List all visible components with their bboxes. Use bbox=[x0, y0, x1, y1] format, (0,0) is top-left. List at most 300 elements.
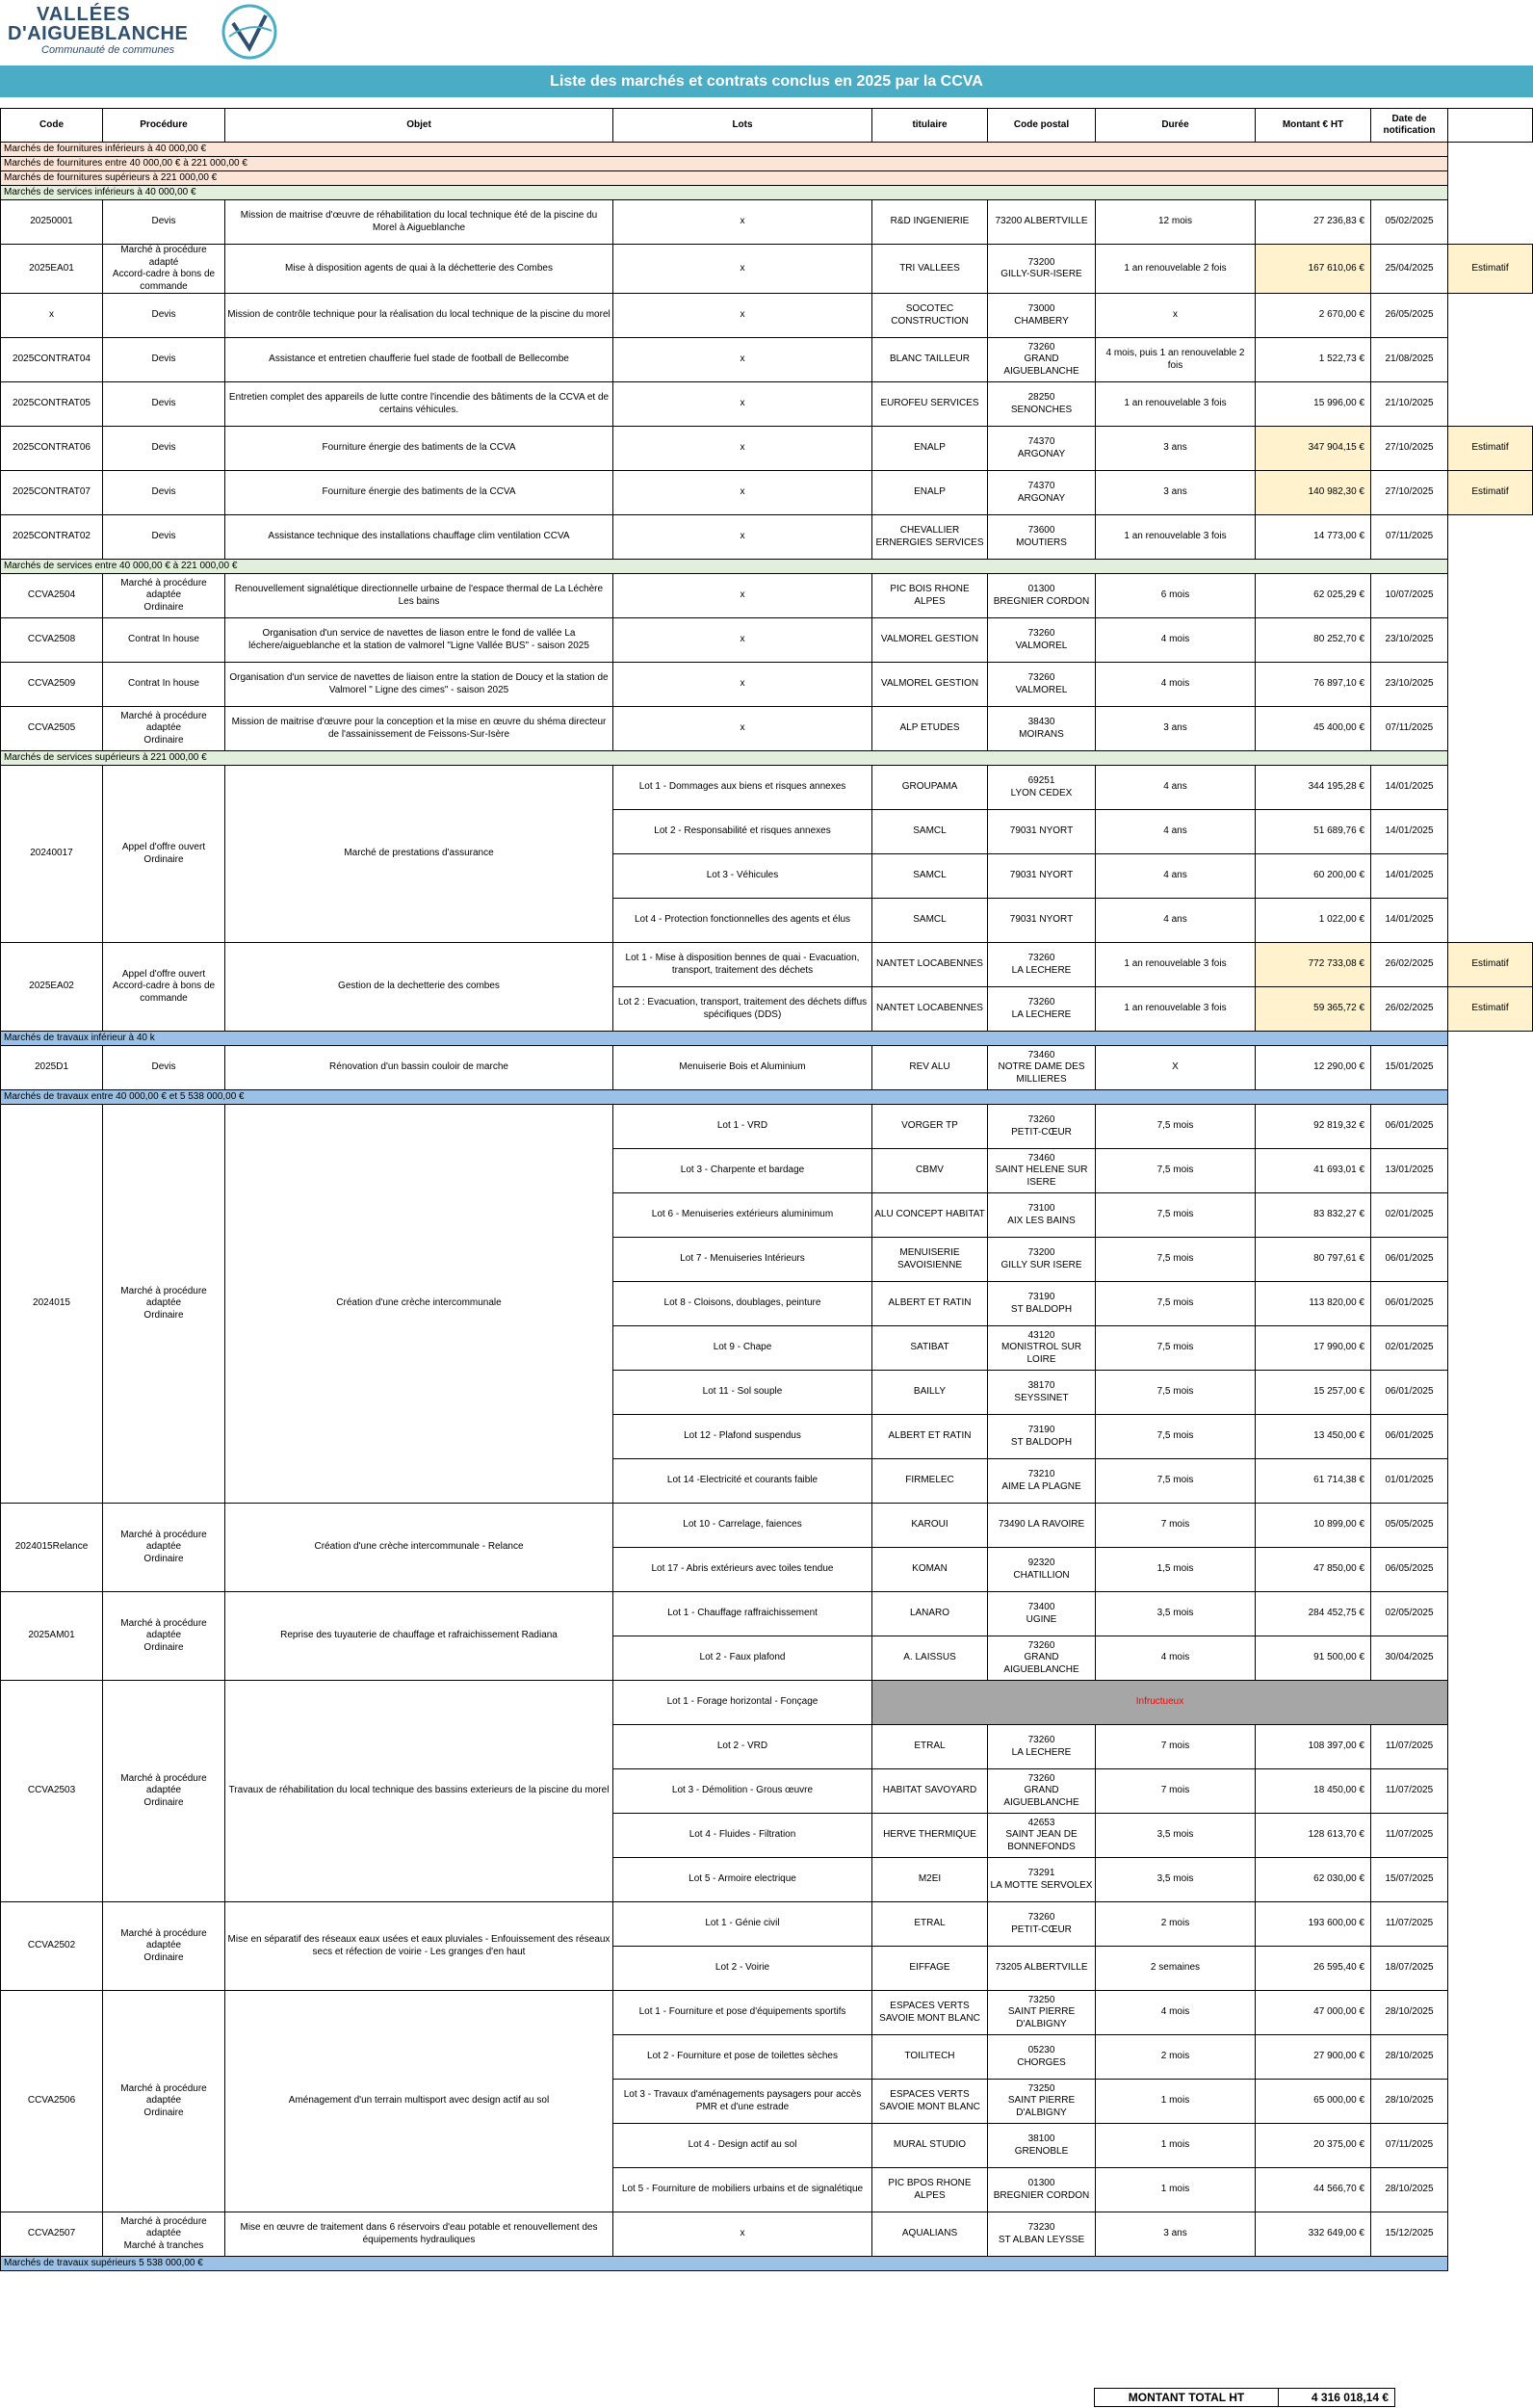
row-duree: 7,5 mois bbox=[1096, 1105, 1256, 1149]
row-montant: 60 200,00 € bbox=[1256, 854, 1371, 899]
row-procedure: Devis bbox=[103, 427, 225, 471]
row-code: CCVA2504 bbox=[1, 574, 103, 618]
row-date: 06/05/2025 bbox=[1371, 1548, 1448, 1592]
row-code: 2025CONTRAT05 bbox=[1, 382, 103, 427]
row-code: 2025CONTRAT06 bbox=[1, 427, 103, 471]
row-lot: Lot 1 - VRD bbox=[613, 1105, 872, 1149]
row-titulaire: A. LAISSUS bbox=[872, 1636, 988, 1681]
table-row bbox=[1, 1681, 1533, 1725]
row-procedure: Devis bbox=[103, 1046, 225, 1090]
row-objet: Mission de maitrise d'œuvre pour la conception et la mise en œuvre du shéma directeur de l'assainissement de Feissons-Sur-Isère bbox=[225, 707, 613, 751]
row-lot: Lot 1 - Chauffage raffraichissement bbox=[613, 1592, 872, 1636]
row-procedure: Marché à procédure adaptée Ordinaire bbox=[103, 1105, 225, 1504]
row-procedure: Devis bbox=[103, 294, 225, 338]
row-note-empty bbox=[1448, 1769, 1533, 1814]
row-code-postal: 73100 AIX LES BAINS bbox=[988, 1193, 1096, 1238]
row-procedure: Appel d'offre ouvert Ordinaire bbox=[103, 766, 225, 943]
row-duree: 2 semaines bbox=[1096, 1947, 1256, 1991]
category-label: Marchés de services entre 40 000,00 € à 221 000,00 € bbox=[1, 560, 1448, 574]
row-titulaire: VORGER TP bbox=[872, 1105, 988, 1149]
row-date: 06/01/2025 bbox=[1371, 1282, 1448, 1326]
row-date: 15/12/2025 bbox=[1371, 2212, 1448, 2257]
row-procedure: Devis bbox=[103, 338, 225, 382]
table-row bbox=[1, 574, 1533, 618]
row-code-postal: 73460 NOTRE DAME DES MILLIERES bbox=[988, 1046, 1096, 1090]
row-titulaire: TRI VALLEES bbox=[872, 245, 988, 294]
category-row bbox=[1, 143, 1533, 157]
row-note-empty bbox=[1448, 1149, 1533, 1193]
row-titulaire: SAMCL bbox=[872, 810, 988, 854]
row-date: 23/10/2025 bbox=[1371, 618, 1448, 663]
row-lot: Lot 6 - Menuiseries extérieurs aluminimum bbox=[613, 1193, 872, 1238]
category-label: Marchés de travaux inférieur à 40 k bbox=[1, 1032, 1448, 1046]
row-code: CCVA2502 bbox=[1, 1902, 103, 1991]
row-note: Estimatif bbox=[1448, 987, 1533, 1032]
row-code-postal: 73260 GRAND AIGUEBLANCHE bbox=[988, 338, 1096, 382]
row-montant: 41 693,01 € bbox=[1256, 1149, 1371, 1193]
row-lot: Lot 11 - Sol souple bbox=[613, 1371, 872, 1415]
row-date: 01/01/2025 bbox=[1371, 1459, 1448, 1504]
row-date: 14/01/2025 bbox=[1371, 899, 1448, 943]
col-header-date: Date de notification bbox=[1371, 109, 1448, 143]
row-montant: 193 600,00 € bbox=[1256, 1902, 1371, 1947]
total-label: MONTANT TOTAL HT bbox=[1095, 2389, 1279, 2407]
row-titulaire: LANARO bbox=[872, 1592, 988, 1636]
row-objet: Gestion de la dechetterie des combes bbox=[225, 943, 613, 1032]
logo-line2: D'AIGUEBLANCHE bbox=[8, 23, 189, 44]
row-procedure: Marché à procédure adaptée Ordinaire bbox=[103, 1902, 225, 1991]
row-duree: 4 ans bbox=[1096, 766, 1256, 810]
row-date: 13/01/2025 bbox=[1371, 1149, 1448, 1193]
row-montant: 27 900,00 € bbox=[1256, 2035, 1371, 2080]
row-titulaire: AQUALIANS bbox=[872, 2212, 988, 2257]
row-code-postal: 73460 SAINT HELENE SUR ISERE bbox=[988, 1149, 1096, 1193]
category-row bbox=[1, 2257, 1533, 2271]
row-montant: 167 610,06 € bbox=[1256, 245, 1371, 294]
row-titulaire: BLANC TAILLEUR bbox=[872, 338, 988, 382]
row-code: 2025D1 bbox=[1, 1046, 103, 1090]
row-duree: 3 ans bbox=[1096, 471, 1256, 515]
logo-emblem-icon bbox=[220, 2, 279, 62]
row-lot: Lot 8 - Cloisons, doublages, peinture bbox=[613, 1282, 872, 1326]
row-date: 06/01/2025 bbox=[1371, 1238, 1448, 1282]
table-row bbox=[1, 515, 1533, 560]
row-code-postal: 73260 LA LECHERE bbox=[988, 1725, 1096, 1769]
row-objet: Mise en œuvre de traitement dans 6 réservoirs d'eau potable et renouvellement des équipements hydrauliques bbox=[225, 2212, 613, 2257]
row-lot: Lot 2 - Responsabilité et risques annexes bbox=[613, 810, 872, 854]
row-code-postal: 73260 PETIT-CŒUR bbox=[988, 1902, 1096, 1947]
row-date: 23/10/2025 bbox=[1371, 663, 1448, 707]
row-montant: 27 236,83 € bbox=[1256, 200, 1371, 245]
row-note-empty bbox=[1448, 1858, 1533, 1902]
row-montant: 332 649,00 € bbox=[1256, 2212, 1371, 2257]
category-spacer bbox=[1448, 143, 1533, 157]
row-objet: Aménagement d'un terrain multisport avec design actif au sol bbox=[225, 1991, 613, 2212]
row-duree: 7,5 mois bbox=[1096, 1282, 1256, 1326]
row-titulaire: ETRAL bbox=[872, 1725, 988, 1769]
row-note-empty bbox=[1448, 1326, 1533, 1371]
row-date: 07/11/2025 bbox=[1371, 707, 1448, 751]
col-header-duree: Durée bbox=[1096, 109, 1256, 143]
row-note-empty bbox=[1448, 1238, 1533, 1282]
table-row bbox=[1, 1592, 1533, 1636]
row-date: 26/02/2025 bbox=[1371, 987, 1448, 1032]
row-date: 14/01/2025 bbox=[1371, 854, 1448, 899]
row-montant: 80 797,61 € bbox=[1256, 1238, 1371, 1282]
header bbox=[0, 0, 1533, 62]
table-row bbox=[1, 471, 1533, 515]
row-montant: 62 025,29 € bbox=[1256, 574, 1371, 618]
row-lot: Lot 12 - Plafond suspendus bbox=[613, 1415, 872, 1459]
row-date: 06/01/2025 bbox=[1371, 1415, 1448, 1459]
row-montant: 80 252,70 € bbox=[1256, 618, 1371, 663]
row-duree: 4 mois, puis 1 an renouvelable 2 fois bbox=[1096, 338, 1256, 382]
row-montant: 284 452,75 € bbox=[1256, 1592, 1371, 1636]
row-duree: x bbox=[1096, 294, 1256, 338]
row-titulaire: ALU CONCEPT HABITAT bbox=[872, 1193, 988, 1238]
row-lot: x bbox=[613, 2212, 872, 2257]
row-procedure: Marché à procédure adaptée Ordinaire bbox=[103, 574, 225, 618]
category-spacer bbox=[1448, 1090, 1533, 1105]
row-montant: 76 897,10 € bbox=[1256, 663, 1371, 707]
category-label: Marchés de fournitures inférieurs à 40 000,00 € bbox=[1, 143, 1448, 157]
row-titulaire: ESPACES VERTS SAVOIE MONT BLANC bbox=[872, 1991, 988, 2035]
row-code-postal: 73200 GILLY SUR ISERE bbox=[988, 1238, 1096, 1282]
row-lot: x bbox=[613, 515, 872, 560]
row-code-postal: 73400 UGINE bbox=[988, 1592, 1096, 1636]
row-note-empty bbox=[1448, 707, 1533, 751]
row-date: 18/07/2025 bbox=[1371, 1947, 1448, 1991]
row-note-empty bbox=[1448, 810, 1533, 854]
row-titulaire: ALBERT ET RATIN bbox=[872, 1282, 988, 1326]
row-duree: 4 ans bbox=[1096, 810, 1256, 854]
row-code-postal: 92320 CHATILLION bbox=[988, 1548, 1096, 1592]
row-titulaire: ENALP bbox=[872, 471, 988, 515]
row-montant: 47 000,00 € bbox=[1256, 1991, 1371, 2035]
row-lot: Lot 1 - Fourniture et pose d'équipements sportifs bbox=[613, 1991, 872, 2035]
row-code-postal: 79031 NYORT bbox=[988, 899, 1096, 943]
row-duree: 7,5 mois bbox=[1096, 1415, 1256, 1459]
row-duree: 1 an renouvelable 2 fois bbox=[1096, 245, 1256, 294]
col-header-code-postal: Code postal bbox=[988, 109, 1096, 143]
row-objet: Organisation d'un service de navettes de liason entre le fond de vallée La léchere/aigueblanche et la station de valmorel "Ligne Vallée BUS" - saison 2025 bbox=[225, 618, 613, 663]
row-note-empty bbox=[1448, 1193, 1533, 1238]
row-date: 11/07/2025 bbox=[1371, 1725, 1448, 1769]
row-note-empty bbox=[1448, 200, 1533, 245]
row-titulaire: NANTET LOCABENNES bbox=[872, 987, 988, 1032]
row-note-empty bbox=[1448, 2212, 1533, 2257]
row-procedure: Marché à procédure adaptée Ordinaire bbox=[103, 1592, 225, 1681]
row-duree: 7,5 mois bbox=[1096, 1371, 1256, 1415]
row-lot: x bbox=[613, 382, 872, 427]
row-lot: Lot 5 - Armoire electrique bbox=[613, 1858, 872, 1902]
row-code: 2025EA01 bbox=[1, 245, 103, 294]
row-code-postal: 73250 SAINT PIERRE D'ALBIGNY bbox=[988, 1991, 1096, 2035]
row-duree: 7,5 mois bbox=[1096, 1238, 1256, 1282]
row-montant: 45 400,00 € bbox=[1256, 707, 1371, 751]
row-date: 30/04/2025 bbox=[1371, 1636, 1448, 1681]
category-spacer bbox=[1448, 751, 1533, 766]
table-header-row bbox=[1, 109, 1533, 143]
row-montant: 140 982,30 € bbox=[1256, 471, 1371, 515]
row-montant: 15 257,00 € bbox=[1256, 1371, 1371, 1415]
row-note-empty bbox=[1448, 854, 1533, 899]
row-lot: x bbox=[613, 200, 872, 245]
row-lot: Lot 3 - Charpente et bardage bbox=[613, 1149, 872, 1193]
row-duree: 4 mois bbox=[1096, 1991, 1256, 2035]
row-note-empty bbox=[1448, 1814, 1533, 1858]
row-duree: 3 ans bbox=[1096, 707, 1256, 751]
row-titulaire: ALBERT ET RATIN bbox=[872, 1415, 988, 1459]
row-lot: Lot 5 - Fourniture de mobiliers urbains et de signalétique bbox=[613, 2168, 872, 2212]
row-objet: Travaux de réhabilitation du local technique des bassins exterieurs de la piscine du morel bbox=[225, 1681, 613, 1902]
row-date: 27/10/2025 bbox=[1371, 471, 1448, 515]
row-montant: 65 000,00 € bbox=[1256, 2080, 1371, 2124]
row-note-empty bbox=[1448, 1902, 1533, 1947]
row-procedure: Devis bbox=[103, 515, 225, 560]
row-duree: 7 mois bbox=[1096, 1769, 1256, 1814]
row-duree: 4 ans bbox=[1096, 854, 1256, 899]
table-row bbox=[1, 382, 1533, 427]
row-montant: 20 375,00 € bbox=[1256, 2124, 1371, 2168]
row-titulaire: KOMAN bbox=[872, 1548, 988, 1592]
row-date: 15/01/2025 bbox=[1371, 1046, 1448, 1090]
row-code: 2025AM01 bbox=[1, 1592, 103, 1681]
category-row bbox=[1, 1090, 1533, 1105]
row-lot: Lot 3 - Démolition - Grous œuvre bbox=[613, 1769, 872, 1814]
row-objet: Mise en séparatif des réseaux eaux usées et eaux pluviales - Enfouissement des réseaux secs et réfection de voirie - Les granges d'en haut bbox=[225, 1902, 613, 1991]
row-titulaire: PIC BOIS RHONE ALPES bbox=[872, 574, 988, 618]
total-value: 4 316 018,14 € bbox=[1279, 2389, 1395, 2407]
table-row bbox=[1, 2212, 1533, 2257]
row-montant: 128 613,70 € bbox=[1256, 1814, 1371, 1858]
row-objet: Rénovation d'un bassin couloir de marche bbox=[225, 1046, 613, 1090]
row-montant: 91 500,00 € bbox=[1256, 1636, 1371, 1681]
row-lot: Lot 14 -Electricité et courants faible bbox=[613, 1459, 872, 1504]
row-note-empty bbox=[1448, 663, 1533, 707]
row-code-postal: 73600 MOUTIERS bbox=[988, 515, 1096, 560]
row-code-postal: 73190 ST BALDOPH bbox=[988, 1415, 1096, 1459]
row-procedure: Appel d'offre ouvert Accord-cadre à bons de commande bbox=[103, 943, 225, 1032]
col-header-montant: Montant € HT bbox=[1256, 109, 1371, 143]
row-montant: 15 996,00 € bbox=[1256, 382, 1371, 427]
table-row bbox=[1, 618, 1533, 663]
row-lot: x bbox=[613, 707, 872, 751]
row-code-postal: 73205 ALBERTVILLE bbox=[988, 1947, 1096, 1991]
row-lot: Lot 7 - Menuiseries Intérieurs bbox=[613, 1238, 872, 1282]
row-note-empty bbox=[1448, 382, 1533, 427]
row-note-empty bbox=[1448, 1504, 1533, 1548]
row-objet: Fourniture énergie des batiments de la CCVA bbox=[225, 427, 613, 471]
row-procedure: Devis bbox=[103, 200, 225, 245]
row-montant: 92 819,32 € bbox=[1256, 1105, 1371, 1149]
table-row bbox=[1, 245, 1533, 294]
row-titulaire: EUROFEU SERVICES bbox=[872, 382, 988, 427]
row-duree: 3,5 mois bbox=[1096, 1814, 1256, 1858]
row-montant: 62 030,00 € bbox=[1256, 1858, 1371, 1902]
row-note-empty bbox=[1448, 1371, 1533, 1415]
row-titulaire: SAMCL bbox=[872, 899, 988, 943]
row-note-empty bbox=[1448, 574, 1533, 618]
row-titulaire: REV ALU bbox=[872, 1046, 988, 1090]
row-date: 11/07/2025 bbox=[1371, 1902, 1448, 1947]
row-date: 28/10/2025 bbox=[1371, 2080, 1448, 2124]
row-note-empty bbox=[1448, 1046, 1533, 1090]
row-code: 20250001 bbox=[1, 200, 103, 245]
table-row bbox=[1, 1991, 1533, 2035]
row-note: Estimatif bbox=[1448, 245, 1533, 294]
row-montant: 772 733,08 € bbox=[1256, 943, 1371, 987]
category-spacer bbox=[1448, 560, 1533, 574]
row-date: 14/01/2025 bbox=[1371, 766, 1448, 810]
row-titulaire: CHEVALLIER ERNERGIES SERVICES bbox=[872, 515, 988, 560]
row-titulaire: ESPACES VERTS SAVOIE MONT BLANC bbox=[872, 2080, 988, 2124]
row-lot: Lot 17 - Abris extérieurs avec toiles tendue bbox=[613, 1548, 872, 1592]
row-montant: 47 850,00 € bbox=[1256, 1548, 1371, 1592]
row-titulaire: FIRMELEC bbox=[872, 1459, 988, 1504]
row-lot: x bbox=[613, 618, 872, 663]
row-code-postal: 73200 ALBERTVILLE bbox=[988, 200, 1096, 245]
category-spacer bbox=[1448, 157, 1533, 171]
row-duree: 4 mois bbox=[1096, 618, 1256, 663]
row-code-postal: 73260 VALMOREL bbox=[988, 618, 1096, 663]
category-row bbox=[1, 171, 1533, 186]
row-note-empty bbox=[1448, 2035, 1533, 2080]
row-duree: 12 mois bbox=[1096, 200, 1256, 245]
row-code: 2025CONTRAT02 bbox=[1, 515, 103, 560]
row-date: 05/02/2025 bbox=[1371, 200, 1448, 245]
row-note-empty bbox=[1448, 1681, 1533, 1725]
row-procedure: Marché à procédure adaptée Ordinaire bbox=[103, 707, 225, 751]
row-lot: x bbox=[613, 427, 872, 471]
row-titulaire: CBMV bbox=[872, 1149, 988, 1193]
row-code-postal: 73000 CHAMBERY bbox=[988, 294, 1096, 338]
contracts-table bbox=[0, 108, 1533, 2271]
row-objet: Assistance et entretien chaufferie fuel stade de football de Bellecombe bbox=[225, 338, 613, 382]
row-date: 21/08/2025 bbox=[1371, 338, 1448, 382]
row-code-postal: 28250 SENONCHES bbox=[988, 382, 1096, 427]
row-objet: Reprise des tuyauterie de chauffage et rafraichissement Radiana bbox=[225, 1592, 613, 1681]
table-row bbox=[1, 766, 1533, 810]
row-code-postal: 73260 GRAND AIGUEBLANCHE bbox=[988, 1769, 1096, 1814]
row-lot: Lot 3 - Véhicules bbox=[613, 854, 872, 899]
row-montant: 14 773,00 € bbox=[1256, 515, 1371, 560]
row-titulaire: VALMOREL GESTION bbox=[872, 663, 988, 707]
row-duree: 1 an renouvelable 3 fois bbox=[1096, 515, 1256, 560]
row-code: x bbox=[1, 294, 103, 338]
row-lot: x bbox=[613, 245, 872, 294]
table-row bbox=[1, 1105, 1533, 1149]
row-duree: 3,5 mois bbox=[1096, 1592, 1256, 1636]
row-date: 02/01/2025 bbox=[1371, 1326, 1448, 1371]
row-note-empty bbox=[1448, 1415, 1533, 1459]
row-date: 14/01/2025 bbox=[1371, 810, 1448, 854]
category-row bbox=[1, 1032, 1533, 1046]
row-duree: 7,5 mois bbox=[1096, 1459, 1256, 1504]
row-montant: 59 365,72 € bbox=[1256, 987, 1371, 1032]
row-code-postal: 73490 LA RAVOIRE bbox=[988, 1504, 1096, 1548]
row-code-postal: 74370 ARGONAY bbox=[988, 427, 1096, 471]
row-date: 25/04/2025 bbox=[1371, 245, 1448, 294]
col-header-code: Code bbox=[1, 109, 103, 143]
row-montant: 347 904,15 € bbox=[1256, 427, 1371, 471]
table-row bbox=[1, 294, 1533, 338]
row-lot: Lot 1 - Forage horizontal - Fonçage bbox=[613, 1681, 872, 1725]
row-note-empty bbox=[1448, 1725, 1533, 1769]
row-note-empty bbox=[1448, 338, 1533, 382]
row-date: 10/07/2025 bbox=[1371, 574, 1448, 618]
row-code: 2024015Relance bbox=[1, 1504, 103, 1592]
row-code: CCVA2505 bbox=[1, 707, 103, 751]
row-note-empty bbox=[1448, 766, 1533, 810]
row-duree: 7,5 mois bbox=[1096, 1193, 1256, 1238]
category-spacer bbox=[1448, 186, 1533, 200]
row-date: 26/02/2025 bbox=[1371, 943, 1448, 987]
row-montant: 83 832,27 € bbox=[1256, 1193, 1371, 1238]
row-montant: 51 689,76 € bbox=[1256, 810, 1371, 854]
row-code-postal: 01300 BREGNIER CORDON bbox=[988, 2168, 1096, 2212]
row-objet: Mission de contrôle technique pour la réalisation du local technique de la piscine du morel bbox=[225, 294, 613, 338]
row-note-empty bbox=[1448, 899, 1533, 943]
row-objet: Assistance technique des installations chauffage clim ventilation CCVA bbox=[225, 515, 613, 560]
row-code-postal: 79031 NYORT bbox=[988, 854, 1096, 899]
row-infructueux: Infructueux bbox=[872, 1681, 1448, 1725]
row-code-postal: 43120 MONISTROL SUR LOIRE bbox=[988, 1326, 1096, 1371]
row-objet: Organisation d'un service de navettes de liaison entre la station de Doucy et la station de Valmorel " Ligne des cimes" - saison 2025 bbox=[225, 663, 613, 707]
row-lot: Lot 4 - Fluides - Filtration bbox=[613, 1814, 872, 1858]
row-duree: 3 ans bbox=[1096, 2212, 1256, 2257]
row-montant: 44 566,70 € bbox=[1256, 2168, 1371, 2212]
table-row bbox=[1, 1046, 1533, 1090]
row-duree: 1 mois bbox=[1096, 2124, 1256, 2168]
col-header-objet: Objet bbox=[225, 109, 613, 143]
row-note-empty bbox=[1448, 515, 1533, 560]
row-lot: Lot 2 - Fourniture et pose de toilettes sèches bbox=[613, 2035, 872, 2080]
row-duree: 4 mois bbox=[1096, 663, 1256, 707]
row-titulaire: ENALP bbox=[872, 427, 988, 471]
category-label: Marchés de services inférieurs à 40 000,00 € bbox=[1, 186, 1448, 200]
row-lot: Lot 9 - Chape bbox=[613, 1326, 872, 1371]
row-date: 28/10/2025 bbox=[1371, 1991, 1448, 2035]
row-lot: Lot 4 - Protection fonctionnelles des agents et élus bbox=[613, 899, 872, 943]
row-duree: 4 mois bbox=[1096, 1636, 1256, 1681]
row-code-postal: 69251 LYON CEDEX bbox=[988, 766, 1096, 810]
row-code-postal: 01300 BREGNIER CORDON bbox=[988, 574, 1096, 618]
row-date: 11/07/2025 bbox=[1371, 1769, 1448, 1814]
row-lot: x bbox=[613, 663, 872, 707]
row-lot: Lot 2 - Faux plafond bbox=[613, 1636, 872, 1681]
table-row bbox=[1, 1504, 1533, 1548]
row-procedure: Contrat In house bbox=[103, 663, 225, 707]
row-code: CCVA2506 bbox=[1, 1991, 103, 2212]
row-note-empty bbox=[1448, 1548, 1533, 1592]
row-date: 28/10/2025 bbox=[1371, 2035, 1448, 2080]
row-titulaire: NANTET LOCABENNES bbox=[872, 943, 988, 987]
row-duree: 4 ans bbox=[1096, 899, 1256, 943]
col-header-procedure: Procédure bbox=[103, 109, 225, 143]
row-note-empty bbox=[1448, 2124, 1533, 2168]
row-code: CCVA2509 bbox=[1, 663, 103, 707]
row-montant: 113 820,00 € bbox=[1256, 1282, 1371, 1326]
row-code-postal: 73260 LA LECHERE bbox=[988, 943, 1096, 987]
row-note-empty bbox=[1448, 1105, 1533, 1149]
row-code-postal: 73291 LA MOTTE SERVOLEX bbox=[988, 1858, 1096, 1902]
row-titulaire: EIFFAGE bbox=[872, 1947, 988, 1991]
row-montant: 18 450,00 € bbox=[1256, 1769, 1371, 1814]
row-note: Estimatif bbox=[1448, 471, 1533, 515]
category-row bbox=[1, 157, 1533, 171]
row-duree: 2 mois bbox=[1096, 2035, 1256, 2080]
